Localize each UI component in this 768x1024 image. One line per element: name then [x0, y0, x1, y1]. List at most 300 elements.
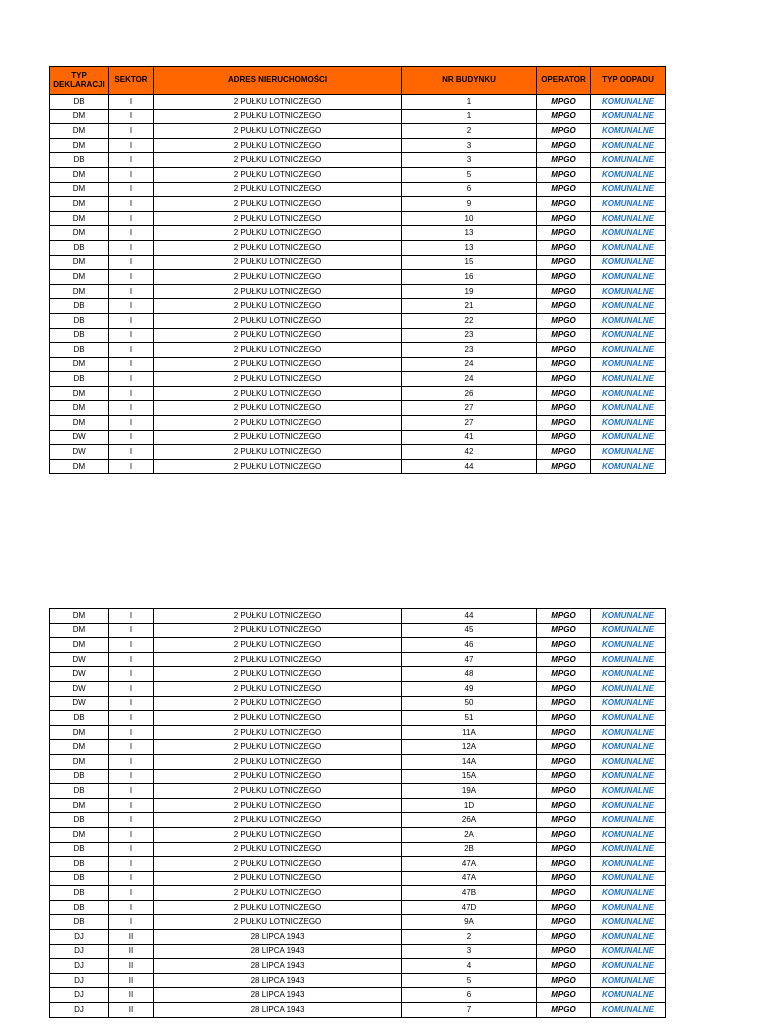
cell-typ-deklaracji: DM: [50, 182, 109, 197]
cell-typ-odpadu: KOMUNALNE: [591, 270, 666, 285]
cell-operator: MPGO: [537, 284, 591, 299]
table-row: [50, 813, 666, 828]
header-sektor: SEKTOR: [109, 67, 154, 95]
cell-typ-deklaracji: DB: [50, 769, 109, 784]
cell-nr-budynku: 50: [402, 696, 537, 711]
cell-adres: 2 PUŁKU LOTNICZEGO: [154, 240, 402, 255]
cell-sektor: II: [109, 1003, 154, 1018]
cell-nr-budynku: 44: [402, 459, 537, 474]
cell-typ-odpadu: KOMUNALNE: [591, 667, 666, 682]
cell-typ-deklaracji: DB: [50, 711, 109, 726]
cell-operator: MPGO: [537, 740, 591, 755]
cell-typ-odpadu: KOMUNALNE: [591, 95, 666, 110]
cell-typ-odpadu: KOMUNALNE: [591, 973, 666, 988]
cell-sektor: I: [109, 343, 154, 358]
cell-typ-deklaracji: DM: [50, 197, 109, 212]
cell-nr-budynku: 10: [402, 211, 537, 226]
cell-typ-odpadu: KOMUNALNE: [591, 167, 666, 182]
cell-adres: 2 PUŁKU LOTNICZEGO: [154, 430, 402, 445]
table-row: [50, 226, 666, 241]
cell-sektor: I: [109, 842, 154, 857]
cell-operator: MPGO: [537, 959, 591, 974]
cell-typ-deklaracji: DB: [50, 842, 109, 857]
cell-adres: 2 PUŁKU LOTNICZEGO: [154, 900, 402, 915]
table-row: [50, 857, 666, 872]
cell-typ-deklaracji: DB: [50, 857, 109, 872]
cell-nr-budynku: 51: [402, 711, 537, 726]
cell-typ-odpadu: KOMUNALNE: [591, 638, 666, 653]
cell-typ-deklaracji: DM: [50, 740, 109, 755]
cell-nr-budynku: 13: [402, 226, 537, 241]
cell-typ-deklaracji: DB: [50, 299, 109, 314]
cell-adres: 2 PUŁKU LOTNICZEGO: [154, 871, 402, 886]
cell-sektor: I: [109, 886, 154, 901]
cell-sektor: I: [109, 652, 154, 667]
cell-typ-odpadu: KOMUNALNE: [591, 328, 666, 343]
cell-typ-deklaracji: DB: [50, 313, 109, 328]
cell-typ-odpadu: KOMUNALNE: [591, 430, 666, 445]
cell-operator: MPGO: [537, 401, 591, 416]
cell-typ-deklaracji: DB: [50, 153, 109, 168]
cell-sektor: I: [109, 754, 154, 769]
cell-typ-odpadu: KOMUNALNE: [591, 696, 666, 711]
cell-nr-budynku: 47A: [402, 857, 537, 872]
cell-sektor: I: [109, 784, 154, 799]
cell-nr-budynku: 11A: [402, 725, 537, 740]
cell-typ-odpadu: KOMUNALNE: [591, 886, 666, 901]
table-row: [50, 109, 666, 124]
cell-sektor: I: [109, 638, 154, 653]
cell-typ-deklaracji: DJ: [50, 944, 109, 959]
cell-operator: MPGO: [537, 988, 591, 1003]
cell-nr-budynku: 1: [402, 95, 537, 110]
cell-nr-budynku: 2B: [402, 842, 537, 857]
cell-adres: 2 PUŁKU LOTNICZEGO: [154, 667, 402, 682]
cell-adres: 2 PUŁKU LOTNICZEGO: [154, 372, 402, 387]
cell-typ-deklaracji: DW: [50, 696, 109, 711]
cell-adres: 2 PUŁKU LOTNICZEGO: [154, 459, 402, 474]
cell-typ-deklaracji: DM: [50, 401, 109, 416]
cell-typ-odpadu: KOMUNALNE: [591, 153, 666, 168]
cell-nr-budynku: 1: [402, 109, 537, 124]
cell-typ-odpadu: KOMUNALNE: [591, 813, 666, 828]
table-row: [50, 886, 666, 901]
cell-nr-budynku: 3: [402, 944, 537, 959]
cell-typ-deklaracji: DM: [50, 609, 109, 624]
cell-adres: 2 PUŁKU LOTNICZEGO: [154, 798, 402, 813]
cell-operator: MPGO: [537, 886, 591, 901]
cell-adres: 2 PUŁKU LOTNICZEGO: [154, 255, 402, 270]
cell-typ-deklaracji: DM: [50, 638, 109, 653]
cell-operator: MPGO: [537, 667, 591, 682]
cell-operator: MPGO: [537, 255, 591, 270]
declarations-table-1: [49, 66, 666, 474]
cell-nr-budynku: 19A: [402, 784, 537, 799]
cell-typ-deklaracji: DB: [50, 813, 109, 828]
cell-nr-budynku: 47D: [402, 900, 537, 915]
cell-operator: MPGO: [537, 857, 591, 872]
cell-typ-odpadu: KOMUNALNE: [591, 1003, 666, 1018]
cell-typ-odpadu: KOMUNALNE: [591, 240, 666, 255]
cell-typ-odpadu: KOMUNALNE: [591, 357, 666, 372]
table-row: [50, 167, 666, 182]
cell-adres: 28 LIPCA 1943: [154, 973, 402, 988]
cell-typ-odpadu: KOMUNALNE: [591, 343, 666, 358]
cell-nr-budynku: 15A: [402, 769, 537, 784]
table-row: [50, 153, 666, 168]
cell-nr-budynku: 44: [402, 609, 537, 624]
cell-adres: 28 LIPCA 1943: [154, 959, 402, 974]
cell-sektor: I: [109, 667, 154, 682]
cell-typ-odpadu: KOMUNALNE: [591, 386, 666, 401]
cell-adres: 2 PUŁKU LOTNICZEGO: [154, 696, 402, 711]
cell-typ-deklaracji: DB: [50, 900, 109, 915]
cell-operator: MPGO: [537, 226, 591, 241]
cell-adres: 2 PUŁKU LOTNICZEGO: [154, 754, 402, 769]
cell-sektor: I: [109, 386, 154, 401]
cell-operator: MPGO: [537, 445, 591, 460]
table-row: [50, 827, 666, 842]
cell-sektor: I: [109, 240, 154, 255]
cell-operator: MPGO: [537, 343, 591, 358]
cell-operator: MPGO: [537, 416, 591, 431]
cell-sektor: I: [109, 813, 154, 828]
cell-nr-budynku: 5: [402, 973, 537, 988]
cell-adres: 2 PUŁKU LOTNICZEGO: [154, 386, 402, 401]
cell-typ-deklaracji: DM: [50, 725, 109, 740]
cell-operator: MPGO: [537, 944, 591, 959]
cell-nr-budynku: 2: [402, 124, 537, 139]
cell-typ-odpadu: KOMUNALNE: [591, 988, 666, 1003]
cell-adres: 2 PUŁKU LOTNICZEGO: [154, 681, 402, 696]
cell-adres: 2 PUŁKU LOTNICZEGO: [154, 95, 402, 110]
table-row: [50, 182, 666, 197]
cell-typ-deklaracji: DB: [50, 886, 109, 901]
cell-nr-budynku: 21: [402, 299, 537, 314]
cell-operator: MPGO: [537, 313, 591, 328]
table-row: [50, 240, 666, 255]
cell-nr-budynku: 26: [402, 386, 537, 401]
table-row: [50, 416, 666, 431]
cell-typ-deklaracji: DJ: [50, 959, 109, 974]
cell-typ-odpadu: KOMUNALNE: [591, 138, 666, 153]
cell-nr-budynku: 6: [402, 988, 537, 1003]
cell-adres: 2 PUŁKU LOTNICZEGO: [154, 313, 402, 328]
cell-typ-odpadu: KOMUNALNE: [591, 109, 666, 124]
cell-typ-odpadu: KOMUNALNE: [591, 930, 666, 945]
cell-typ-deklaracji: DM: [50, 138, 109, 153]
cell-adres: 2 PUŁKU LOTNICZEGO: [154, 109, 402, 124]
cell-nr-budynku: 4: [402, 959, 537, 974]
cell-operator: MPGO: [537, 211, 591, 226]
cell-sektor: I: [109, 681, 154, 696]
cell-typ-odpadu: KOMUNALNE: [591, 725, 666, 740]
cell-adres: 2 PUŁKU LOTNICZEGO: [154, 328, 402, 343]
cell-adres: 2 PUŁKU LOTNICZEGO: [154, 211, 402, 226]
cell-typ-deklaracji: DM: [50, 211, 109, 226]
cell-adres: 28 LIPCA 1943: [154, 988, 402, 1003]
cell-adres: 2 PUŁKU LOTNICZEGO: [154, 623, 402, 638]
cell-typ-odpadu: KOMUNALNE: [591, 459, 666, 474]
table-row: [50, 445, 666, 460]
cell-adres: 2 PUŁKU LOTNICZEGO: [154, 416, 402, 431]
cell-adres: 2 PUŁKU LOTNICZEGO: [154, 740, 402, 755]
table-row: [50, 930, 666, 945]
cell-typ-deklaracji: DB: [50, 871, 109, 886]
cell-nr-budynku: 47: [402, 652, 537, 667]
cell-typ-deklaracji: DM: [50, 416, 109, 431]
cell-operator: MPGO: [537, 357, 591, 372]
cell-adres: 2 PUŁKU LOTNICZEGO: [154, 197, 402, 212]
cell-typ-deklaracji: DM: [50, 798, 109, 813]
cell-nr-budynku: 14A: [402, 754, 537, 769]
cell-typ-odpadu: KOMUNALNE: [591, 211, 666, 226]
header-adres: ADRES NIERUCHOMOŚCI: [154, 67, 402, 95]
cell-sektor: I: [109, 255, 154, 270]
table-row: [50, 372, 666, 387]
cell-sektor: I: [109, 430, 154, 445]
cell-operator: MPGO: [537, 138, 591, 153]
cell-operator: MPGO: [537, 197, 591, 212]
table-row: [50, 255, 666, 270]
cell-adres: 2 PUŁKU LOTNICZEGO: [154, 769, 402, 784]
cell-typ-odpadu: KOMUNALNE: [591, 827, 666, 842]
cell-operator: MPGO: [537, 95, 591, 110]
table-row: [50, 681, 666, 696]
cell-typ-odpadu: KOMUNALNE: [591, 313, 666, 328]
table-row: [50, 609, 666, 624]
cell-operator: MPGO: [537, 915, 591, 930]
cell-nr-budynku: 48: [402, 667, 537, 682]
header-typ-odpadu: TYP ODPADU: [591, 67, 666, 95]
cell-sektor: I: [109, 211, 154, 226]
cell-adres: 2 PUŁKU LOTNICZEGO: [154, 357, 402, 372]
cell-sektor: I: [109, 270, 154, 285]
cell-nr-budynku: 47B: [402, 886, 537, 901]
cell-operator: MPGO: [537, 299, 591, 314]
cell-sektor: I: [109, 328, 154, 343]
cell-typ-deklaracji: DM: [50, 270, 109, 285]
cell-nr-budynku: 23: [402, 343, 537, 358]
table-row: [50, 784, 666, 799]
cell-operator: MPGO: [537, 124, 591, 139]
cell-sektor: II: [109, 988, 154, 1003]
cell-nr-budynku: 24: [402, 357, 537, 372]
table-row: [50, 725, 666, 740]
table-row: [50, 652, 666, 667]
table-row: [50, 313, 666, 328]
cell-operator: MPGO: [537, 623, 591, 638]
cell-sektor: I: [109, 313, 154, 328]
cell-sektor: I: [109, 900, 154, 915]
cell-nr-budynku: 5: [402, 167, 537, 182]
table-row: [50, 124, 666, 139]
cell-operator: MPGO: [537, 240, 591, 255]
table-row: [50, 667, 666, 682]
cell-sektor: I: [109, 182, 154, 197]
cell-nr-budynku: 1D: [402, 798, 537, 813]
cell-nr-budynku: 23: [402, 328, 537, 343]
cell-nr-budynku: 2: [402, 930, 537, 945]
cell-adres: 2 PUŁKU LOTNICZEGO: [154, 138, 402, 153]
cell-typ-odpadu: KOMUNALNE: [591, 284, 666, 299]
cell-nr-budynku: 46: [402, 638, 537, 653]
cell-sektor: I: [109, 372, 154, 387]
cell-typ-deklaracji: DM: [50, 754, 109, 769]
cell-sektor: I: [109, 459, 154, 474]
table-row: [50, 1003, 666, 1018]
cell-operator: MPGO: [537, 769, 591, 784]
header-operator: OPERATOR: [537, 67, 591, 95]
cell-typ-deklaracji: DM: [50, 386, 109, 401]
cell-adres: 28 LIPCA 1943: [154, 944, 402, 959]
cell-operator: MPGO: [537, 696, 591, 711]
cell-typ-odpadu: KOMUNALNE: [591, 197, 666, 212]
cell-operator: MPGO: [537, 652, 591, 667]
cell-typ-deklaracji: DB: [50, 784, 109, 799]
cell-operator: MPGO: [537, 754, 591, 769]
cell-adres: 2 PUŁKU LOTNICZEGO: [154, 401, 402, 416]
cell-operator: MPGO: [537, 681, 591, 696]
cell-typ-deklaracji: DJ: [50, 973, 109, 988]
table-row: [50, 988, 666, 1003]
table-2-body: [50, 609, 666, 1018]
cell-typ-odpadu: KOMUNALNE: [591, 255, 666, 270]
table-row: [50, 915, 666, 930]
cell-operator: MPGO: [537, 871, 591, 886]
cell-operator: MPGO: [537, 842, 591, 857]
table-row: [50, 871, 666, 886]
table-row: [50, 959, 666, 974]
table-row: [50, 138, 666, 153]
cell-operator: MPGO: [537, 973, 591, 988]
cell-operator: MPGO: [537, 386, 591, 401]
cell-operator: MPGO: [537, 784, 591, 799]
cell-typ-deklaracji: DB: [50, 343, 109, 358]
cell-typ-deklaracji: DM: [50, 284, 109, 299]
cell-sektor: I: [109, 226, 154, 241]
cell-operator: MPGO: [537, 430, 591, 445]
cell-adres: 2 PUŁKU LOTNICZEGO: [154, 182, 402, 197]
cell-typ-odpadu: KOMUNALNE: [591, 959, 666, 974]
cell-nr-budynku: 13: [402, 240, 537, 255]
cell-adres: 2 PUŁKU LOTNICZEGO: [154, 652, 402, 667]
cell-sektor: I: [109, 357, 154, 372]
cell-nr-budynku: 47A: [402, 871, 537, 886]
table-row: [50, 401, 666, 416]
cell-nr-budynku: 22: [402, 313, 537, 328]
cell-nr-budynku: 45: [402, 623, 537, 638]
table-row: [50, 386, 666, 401]
cell-sektor: I: [109, 299, 154, 314]
table-row: [50, 95, 666, 110]
cell-sektor: I: [109, 827, 154, 842]
header-typ-deklaracji: TYP DEKLARACJI: [50, 67, 109, 95]
cell-typ-deklaracji: DM: [50, 226, 109, 241]
cell-sektor: I: [109, 740, 154, 755]
cell-typ-deklaracji: DB: [50, 240, 109, 255]
cell-typ-odpadu: KOMUNALNE: [591, 871, 666, 886]
cell-operator: MPGO: [537, 930, 591, 945]
cell-adres: 28 LIPCA 1943: [154, 930, 402, 945]
cell-typ-odpadu: KOMUNALNE: [591, 416, 666, 431]
table-row: [50, 299, 666, 314]
cell-sektor: I: [109, 915, 154, 930]
cell-typ-odpadu: KOMUNALNE: [591, 711, 666, 726]
cell-typ-deklaracji: DB: [50, 328, 109, 343]
cell-typ-odpadu: KOMUNALNE: [591, 784, 666, 799]
cell-sektor: I: [109, 445, 154, 460]
cell-typ-deklaracji: DJ: [50, 930, 109, 945]
cell-sektor: II: [109, 959, 154, 974]
cell-typ-odpadu: KOMUNALNE: [591, 754, 666, 769]
cell-typ-odpadu: KOMUNALNE: [591, 842, 666, 857]
table-row: [50, 754, 666, 769]
table-row: [50, 842, 666, 857]
cell-typ-deklaracji: DB: [50, 95, 109, 110]
cell-sektor: I: [109, 871, 154, 886]
cell-typ-odpadu: KOMUNALNE: [591, 652, 666, 667]
cell-typ-deklaracji: DJ: [50, 1003, 109, 1018]
cell-adres: 2 PUŁKU LOTNICZEGO: [154, 784, 402, 799]
table-row: [50, 343, 666, 358]
cell-nr-budynku: 19: [402, 284, 537, 299]
cell-sektor: I: [109, 623, 154, 638]
cell-typ-deklaracji: DM: [50, 109, 109, 124]
cell-adres: 28 LIPCA 1943: [154, 1003, 402, 1018]
cell-operator: MPGO: [537, 609, 591, 624]
cell-nr-budynku: 9: [402, 197, 537, 212]
cell-sektor: I: [109, 857, 154, 872]
cell-adres: 2 PUŁKU LOTNICZEGO: [154, 153, 402, 168]
cell-sektor: I: [109, 401, 154, 416]
cell-typ-odpadu: KOMUNALNE: [591, 299, 666, 314]
cell-adres: 2 PUŁKU LOTNICZEGO: [154, 343, 402, 358]
cell-typ-odpadu: KOMUNALNE: [591, 372, 666, 387]
cell-typ-deklaracji: DM: [50, 167, 109, 182]
cell-adres: 2 PUŁKU LOTNICZEGO: [154, 226, 402, 241]
table-row: [50, 459, 666, 474]
cell-operator: MPGO: [537, 459, 591, 474]
cell-typ-odpadu: KOMUNALNE: [591, 740, 666, 755]
cell-typ-deklaracji: DB: [50, 915, 109, 930]
cell-nr-budynku: 27: [402, 416, 537, 431]
table-row: [50, 430, 666, 445]
cell-adres: 2 PUŁKU LOTNICZEGO: [154, 886, 402, 901]
cell-sektor: II: [109, 930, 154, 945]
cell-typ-odpadu: KOMUNALNE: [591, 182, 666, 197]
cell-nr-budynku: 2A: [402, 827, 537, 842]
cell-sektor: I: [109, 167, 154, 182]
table-row: [50, 270, 666, 285]
cell-typ-odpadu: KOMUNALNE: [591, 623, 666, 638]
cell-adres: 2 PUŁKU LOTNICZEGO: [154, 725, 402, 740]
header-nr-budynku: NR BUDYNKU: [402, 67, 537, 95]
table-row: [50, 638, 666, 653]
table-row: [50, 696, 666, 711]
cell-typ-deklaracji: DW: [50, 667, 109, 682]
cell-nr-budynku: 27: [402, 401, 537, 416]
cell-adres: 2 PUŁKU LOTNICZEGO: [154, 124, 402, 139]
cell-nr-budynku: 41: [402, 430, 537, 445]
cell-typ-odpadu: KOMUNALNE: [591, 857, 666, 872]
cell-sektor: I: [109, 153, 154, 168]
cell-adres: 2 PUŁKU LOTNICZEGO: [154, 857, 402, 872]
cell-operator: MPGO: [537, 109, 591, 124]
cell-sektor: I: [109, 769, 154, 784]
cell-nr-budynku: 3: [402, 153, 537, 168]
table-row: [50, 357, 666, 372]
